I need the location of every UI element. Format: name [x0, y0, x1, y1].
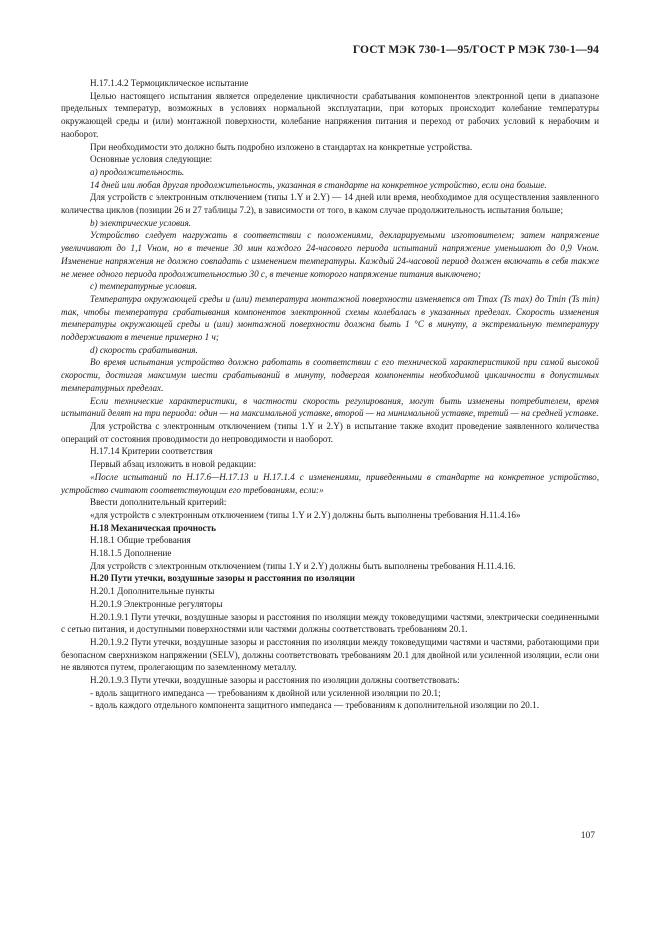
- paragraph: Для устройств с электронным отключением (типы 1.Y и 2.Y) должны быть выполнены требования Н.11.4.16.: [90, 560, 516, 571]
- paragraph: Для устройств с электронным отключением (типы 1.Y и 2.Y) — 14 дней или время, необходимое для осуществления заявленного количества циклов (позиции 26 и 27 таблицы 7.2), в зависимости от того, в каком случае продолжительность испытания больше;: [61, 192, 599, 216]
- document-body: [61, 77, 599, 712]
- page-header: ГОСТ МЭК 730-1—95/ГОСТ Р МЭК 730-1—94: [352, 44, 599, 56]
- section-heading: Н.17.14 Критерии соответствия: [90, 446, 213, 457]
- list-item: - вдоль каждого отдельного компонента защитного импеданса — требованиям к дополнительной изоляции по 20.1.: [90, 700, 539, 711]
- list-item: - вдоль защитного импеданса — требованиям к двойной или усиленной изоляции по 20.1;: [90, 687, 441, 698]
- list-item-heading: b) электрические условия.: [90, 217, 192, 228]
- paragraph: Ввести дополнительный критерий:: [90, 497, 227, 508]
- section-heading: Н.20.1 Дополнительные пункты: [90, 586, 215, 597]
- section-heading: Н.18.1 Общие требования: [90, 535, 191, 546]
- paragraph: Основные условия следующие:: [90, 154, 213, 165]
- section-heading: Н.18.1.5 Дополнение: [90, 548, 172, 559]
- section-heading: Н.20 Пути утечки, воздушные зазоры и расстояния по изоляции: [90, 573, 355, 584]
- paragraph: Н.20.1.9.3 Пути утечки, воздушные зазоры и расстояния по изоляции должны соответствовать:: [90, 675, 460, 686]
- paragraph: Н.20.1.9.2 Пути утечки, воздушные зазоры и расстояния по изоляции между токоведущими частями и частями, работающими при безопасном сверхнизком напряжении (SELV), должны соответствовать требованиям 20.1 для двойной или усиленной изоляции, если они не являются путем, пролегающим по заземленному металлу.: [61, 636, 599, 673]
- page-number: 107: [580, 831, 595, 841]
- list-item-heading: с) температурные условия.: [90, 281, 198, 292]
- paragraph: «для устройств с электронным отключением (типы 1.Y и 2.Y) должны быть выполнены требования Н.11.4.16»: [90, 509, 521, 520]
- paragraph: Первый абзац изложить в новой редакции:: [90, 459, 257, 470]
- list-item-heading: а) продолжительность.: [90, 166, 185, 177]
- paragraph: Температура окружающей среды и (или) температура монтажной поверхности изменяется от Tmax (Ts max) до Tmin (Ts min) так, чтобы температура срабатывания компонентов электронной схемы колебалась в указанных пределах. Скорость изменения температуры окружающей среды и (или) монтажной поверхности должна быть 1 °С в минуту, а экстремальную температуру поддерживают в течение примерно 1 ч;: [61, 293, 599, 343]
- paragraph: Во время испытания устройство должно работать в соответствии с его технической характеристикой при самой высокой скорости, достигая максимум шести срабатываний в минуту, подвергая компоненты необходимой цикличности в допустимых температурных пределах.: [61, 357, 599, 393]
- paragraph: 14 дней или любая другая продолжительность, указанная в стандарте на конкретное устройство, если она больше.: [90, 179, 547, 190]
- section-heading: Н.17.1.4.2 Термоциклическое испытание: [90, 78, 249, 88]
- list-item-heading: d) скорость срабатывания.: [90, 344, 198, 355]
- paragraph: Устройство следует нагружать в соответствии с положениями, декларируемыми изготовителем; затем напряжение увеличивают до 1,1 Vном, но в течение 30 мин каждого 24-часового периода испытаний напряжение уменьшают до 0,9 Vном. Изменение напряжения не должно совпадать с изменением температуры. Каждый 24-часовой период должен включать в себя также не менее одного периода продолжительностью 30 с, в течение которого напряжение питания выключено;: [61, 230, 599, 279]
- section-heading: Н.20.1.9 Электронные регуляторы: [90, 598, 223, 609]
- paragraph: Целью настоящего испытания является определение цикличности срабатывания компонентов электронной цепи в диапазоне предельных температур, возможных в условиях нормальной эксплуатации, при которых происходит колебание температуры окружающей среды и (или) монтажной поверхности, колебание напряжения питания и переход от рабочих условий к нерабочим и наоборот.: [61, 90, 599, 139]
- paragraph: «После испытаний по Н.17.6—Н.17.13 и Н.17.1.4 с изменениями, приведенными в стандарте на конкретное устройство, устройство считают соответствующим его требованиям, если:»: [61, 471, 599, 495]
- paragraph: Если технические характеристики, в частности скорость регулирования, могут быть изменены потребителем, время испытаний делят на три периода: один — на максимальной уставке, второй — на минимальной уставке, третий — на средней уставке.: [61, 395, 599, 419]
- paragraph: Н.20.1.9.1 Пути утечки, воздушные зазоры и расстояния по изоляции между токоведущими частями, электрически соединенными с сетью питания, и доступными поверхностями или частями должны соответствовать требованиям 20.1.: [61, 611, 599, 635]
- paragraph: При необходимости это должно быть подробно изложено в стандартах на конкретные устройства.: [90, 141, 473, 152]
- section-heading: Н.18 Механическая прочность: [90, 522, 216, 533]
- paragraph: Для устройства с электронным отключением (типы 1.Y и 2.Y) в испытание также входит проведение заявленного количества операций от состояния проводимости до непроводимости и наоборот.: [61, 420, 599, 444]
